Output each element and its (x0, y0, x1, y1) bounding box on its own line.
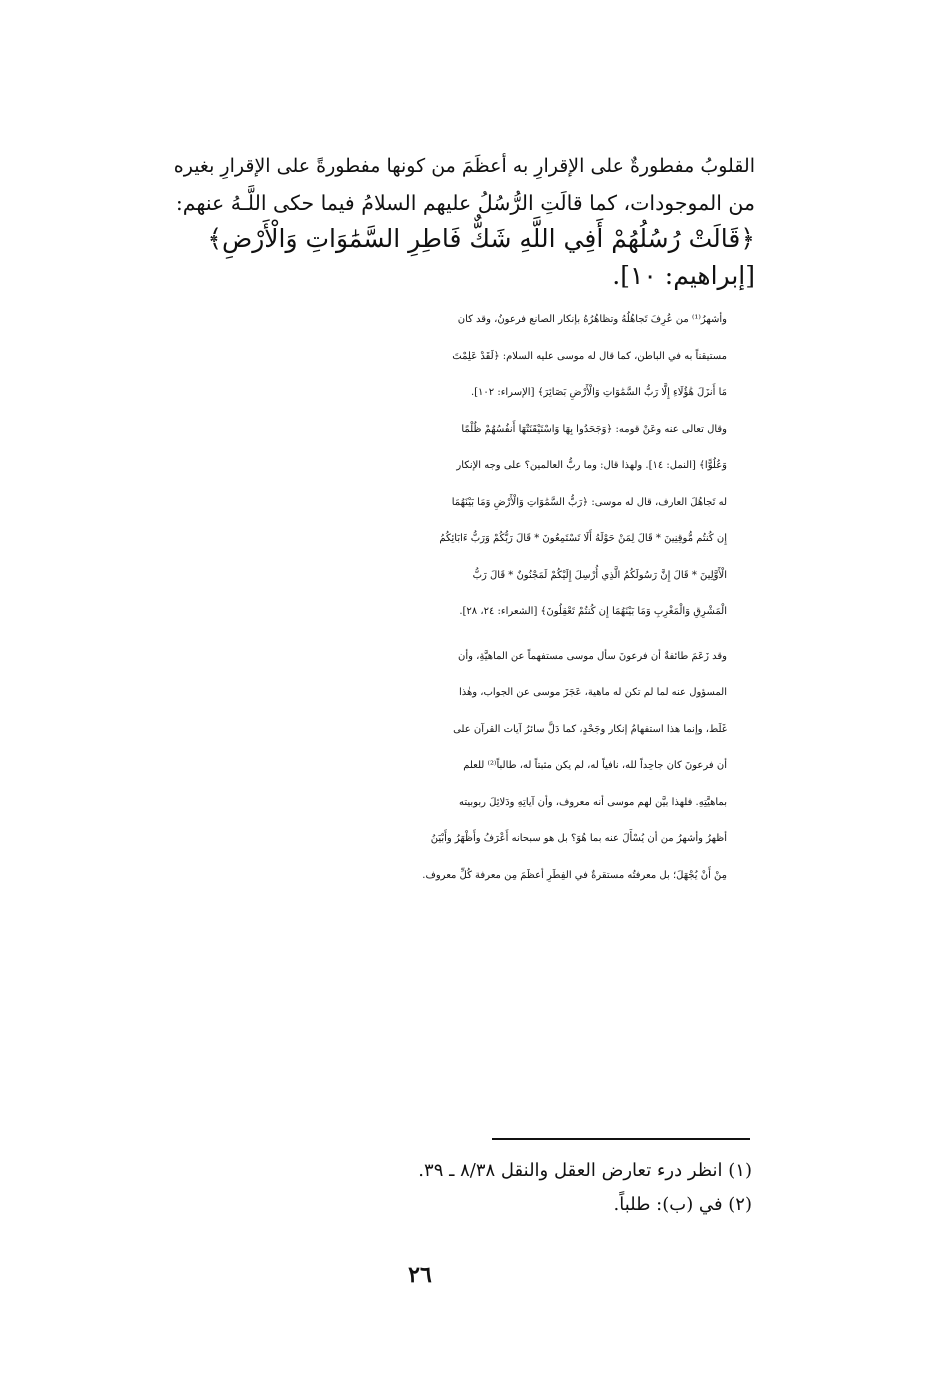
text-line: أظهرُ وأشهرُ من أن يُسْأَلَ عنه بما هُوَ؟ بل هو سبحانه أَعْرَفُ وأَظْهَرُ وأَبْيَنُ (430, 833, 727, 844)
text-line: بماهيَّتِهِ. فلهذا بيَّن لهم موسى أنه معروف، وأن آياتِهِ ودَلائِلَ ربوبيته (459, 796, 727, 808)
text-line: له تَجاهُلَ العارف، قال له موسى: ﴿رَبُّ السَّمَٰوَاتِ وَالْأَرْضِ وَمَا بَيْنَهُمَا (451, 496, 727, 508)
footnote: (١) انظر درء تعارض العقل والنقل ٨/٣٨ ـ ٣٩. (418, 1160, 752, 1181)
main-text (165, 148, 755, 894)
text-line: من الموجودات، كما قالَتِ الرُّسُلُ عليهم السلامُ فيما حكى اللَّـهُ عنهم: (175, 190, 755, 215)
text-line: مستيقناً به في الباطن، كما قال له موسى عليه السلام: ﴿لَقَدْ عَلِمْتَ (452, 350, 727, 362)
footnote: (٢) في (ب): طلباً. (613, 1194, 752, 1215)
text-line: الْمَشْرِقِ وَالْمَغْرِبِ وَمَا بَيْنَهُمَا إِن كُنتُمْ تَعْقِلُونَ﴾ [الشعراء: ٢٤، ٢٨]. (459, 606, 727, 617)
text-line: القلوبُ مفطورةٌ على الإقرارِ به أعظَمَ من كونها مفطورةً على الإقرارِ بغيره (173, 155, 755, 177)
text-line: وأشهرُ⁽¹⁾ من عُرِفَ تَجاهُلُهُ وتظاهُرُهُ بإنكار الصانع فرعونُ، وقد كان (457, 314, 727, 325)
text-line: أن فرعونَ كان جاحِداً لله، نافياً له، لم يكن مثبتاً له، طالباً⁽²⁾ للعلم (463, 760, 727, 771)
text-line: وَعُلُوًّا﴾ [النمل: ١٤]. ولهذا قال: وما ربُّ العالمين؟ على وجه الإنكار (456, 460, 727, 471)
text-line: مَا أَنزَلَ هَٰؤُلَاءِ إِلَّا رَبُّ السَّمَٰوَاتِ وَالْأَرْضِ بَصَائِرَ﴾ [الإسراء: ١٠٢]. (470, 387, 727, 398)
footnote-divider (492, 1138, 750, 1140)
text-line: المسؤول عنه لما لم تكن له ماهية، عَجَزَ موسى عن الجواب، وهٰذا (458, 687, 727, 698)
text-line: مِنْ أَنْ يُجْهَلَ؛ بل معرفتُه مستقرةٌ في الفِطَرِ أعظَمَ مِن معرفة كُلِّ معروف. (422, 869, 727, 881)
text-line: غَلَط، وإنما هذا استفهامُ إنكار وجَحْدٍ، كما دَلَّ سائرُ آيات القرآن على (453, 723, 727, 735)
text-line: إِن كُنتُم مُّوقِنِينَ * قَالَ لِمَنْ حَوْلَهُ أَلَا تَسْتَمِعُونَ * قَالَ رَبُّكُمْ وَرَبُّ ءَابَائِكُمُ (439, 533, 727, 544)
text-line: وقال تعالى عنه وعَنْ قومه: ﴿وَجَحَدُوا بِهَا وَاسْتَيْقَنَتْهَا أَنفُسُهُمْ ظُلْمًا (461, 423, 727, 435)
text-line: ﴿قَالَتْ رُسُلُهُمْ أَفِي اللَّهِ شَكٌّ فَاطِرِ السَّمَٰوَاتِ وَالْأَرْضِ﴾ (207, 224, 755, 253)
paragraph (165, 302, 755, 631)
text-line: الْأَوَّلِينَ * قَالَ إِنَّ رَسُولَكُمُ الَّذِي أُرْسِلَ إِلَيْكُمْ لَمَجْنُونٌ * قَالَ رَبُّ (472, 569, 727, 581)
text-line: [إبراهيم: ١٠]. (612, 260, 755, 290)
paragraph (165, 639, 755, 895)
text-line: وقد زَعَمَ طائفةٌ أن فرعونَ سأل موسى مستفهماً عن الماهيَّةِ، وأن (458, 650, 727, 662)
footnotes (300, 1154, 752, 1222)
page-number: ٢٦ (408, 1262, 432, 1288)
paragraph (165, 148, 755, 294)
